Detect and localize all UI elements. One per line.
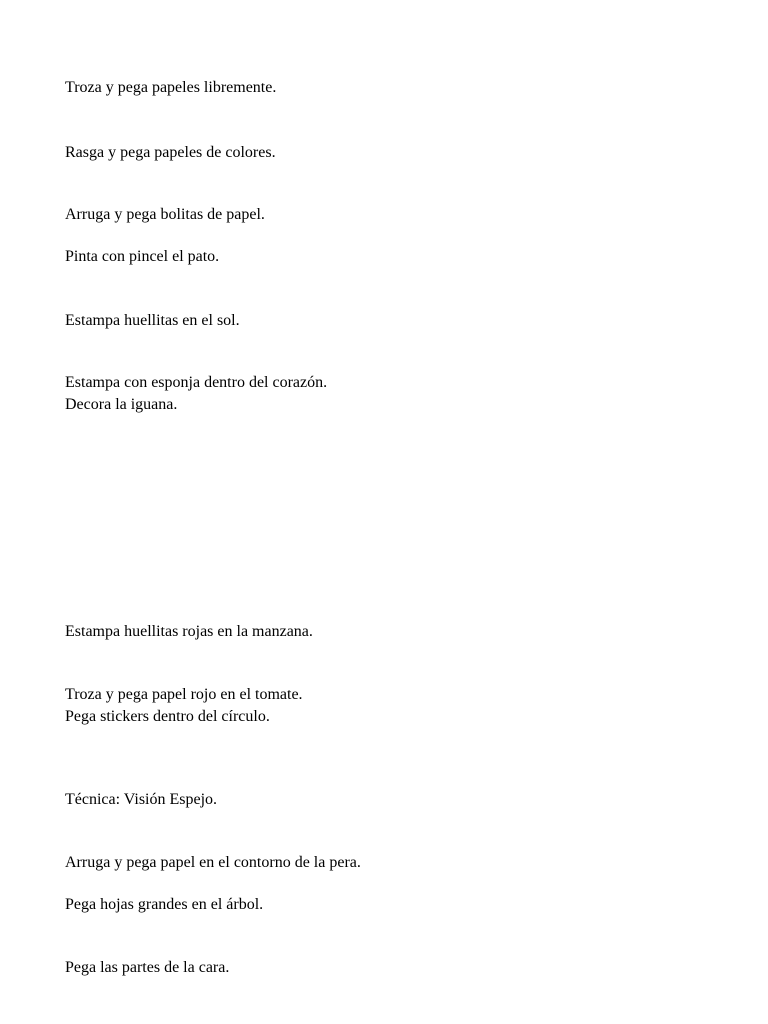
instruction-line: Decora la iguana.	[65, 396, 178, 413]
instruction-line: Técnica: Visión Espejo.	[65, 791, 218, 808]
instruction-line: Troza y pega papeles libremente.	[65, 79, 277, 96]
instruction-line: Troza y pega papel rojo en el tomate.	[65, 686, 303, 703]
instruction-line: Pega stickers dentro del círculo.	[65, 708, 270, 725]
instruction-line: Pega hojas grandes en el árbol.	[65, 896, 264, 913]
instruction-line: Rasga y pega papeles de colores.	[65, 144, 276, 161]
instruction-line: Estampa huellitas rojas en la manzana.	[65, 623, 313, 640]
instruction-line: Estampa huellitas en el sol.	[65, 312, 240, 329]
instruction-line: Arruga y pega bolitas de papel.	[65, 206, 265, 223]
instruction-line: Pinta con pincel el pato.	[65, 248, 220, 265]
instruction-line: Pega las partes de la cara.	[65, 959, 230, 976]
instruction-line: Arruga y pega papel en el contorno de la pera.	[65, 854, 361, 871]
instruction-line: Estampa con esponja dentro del corazón.	[65, 374, 328, 391]
